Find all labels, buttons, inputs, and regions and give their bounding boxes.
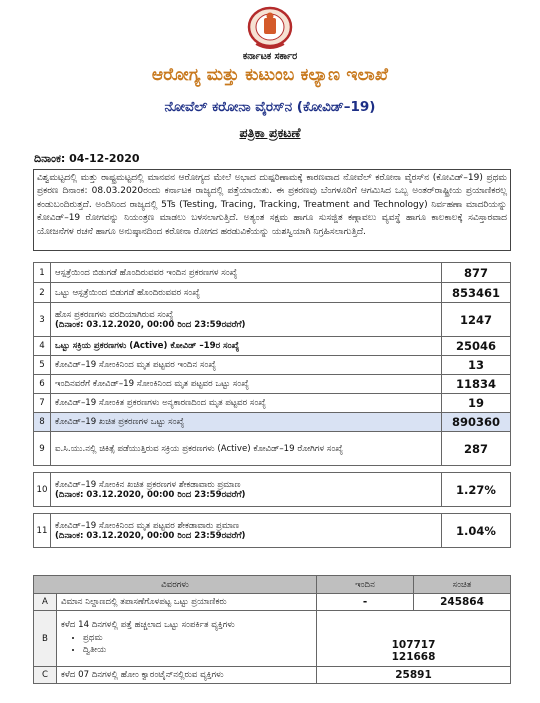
row-number: 8: [34, 413, 51, 432]
government-name: ಕರ್ನಾಟಕ ಸರ್ಕಾರ: [242, 51, 298, 62]
table-row: [34, 356, 511, 375]
row-number: 4: [34, 337, 51, 356]
table-spacer: [34, 507, 511, 514]
row-sublabel: (ದಿನಾಂಕ: 03.12.2020, 00:00 ರಿಂದ 23:59ರವರೆಗೆ): [55, 530, 246, 541]
row-number: 11: [34, 514, 51, 548]
row-value: 890360: [442, 413, 511, 432]
spacer-cell: [34, 466, 511, 473]
intro-text: ವಿಶ್ವಮಟ್ಟದಲ್ಲಿ ಮತ್ತು ರಾಷ್ಟ್ರಮಟ್ಟದಲ್ಲಿ ಮಾನವನ ಆರೋಗ್ಯದ ಮೇಲೆ ಅಭಾದ ದುಷ್ಪರಿಣಾಮಕ್ಕೆ ಕಾರಣವಾದ ನೋವೆಲ್ ಕರೋನಾ ವೈರಸ್‌ನ (ಕೋವಿಡ್–19) ಪ್ರಥಮ ಪ್ರಕರಣ ದಿನಾಂಕ: 08.03.2020ರಂದು ಕರ್ನಾಟಕ ರಾಜ್ಯದಲ್ಲಿ ಪತ್ತೆಯಾಯಿತು. ಈ ಪ್ರಕರಣವು ಬೆಂಗಳೂರಿಗೆ ಆಗಮಿಸಿದ ಒಬ್ಬ ಅಂತರ್‌ರಾಷ್ಟ್ರೀಯ ಪ್ರಯಾಣಿಕರಲ್ಲ ಕಂಡುಬಂದಿರುತ್ತದೆ. ಅಂದಿನಿಂದ ರಾಜ್ಯದಲ್ಲಿ 5Ts (Testing, Tracing, Tracking, Treatment and Technology) ನಿರ್ವಹಣಾ ಮಾದರಿಯನ್ನು ಕೋವಿಡ್–19 ರೋಗವನ್ನು ನಿಯಂತ್ರಣ ಮಾಡಲು ಬಳಸಲಾಗುತ್ತಿದೆ. ಅತ್ಯಂತ ಸಕ್ಷಮ ಹಾಗೂ ಸುಸಜ್ಜಿತ ಕಣ್ಗಾವಲು ವ್ಯವಸ್ಥೆ ಹಾಗೂ ಕಾಲಕಾಲಕ್ಕೆ ಸವಿಸ್ತಾರವಾದ ಯೋಜನೆಗಳ ರಚನೆ ಹಾಗೂ ಅನುಷ್ಠಾನದಿಂದ ಕರೋನಾ ರೋಗದ ಹರಡುವಿಕೆಯನ್ನು ಯಶಸ್ವಿಯಾಗಿ ನಿಗ್ರಹಿಸಲಾಗುತ್ತಿದೆ.: [37, 173, 507, 237]
row-value: 19: [442, 394, 511, 413]
row-value: 1.27%: [442, 473, 511, 507]
row-sublabel: (ದಿನಾಂಕ: 03.12.2020, 00:00 ರಿಂದ 23:59ರವರೆಗೆ): [55, 319, 246, 330]
table-row: [34, 337, 511, 356]
header-today: ಇಂದಿನ: [317, 576, 414, 594]
table-row: [34, 303, 511, 337]
table-row: [34, 514, 511, 548]
row-value: 11834: [442, 375, 511, 394]
contact-list: [83, 633, 312, 655]
row-value: 13: [442, 356, 511, 375]
details-header-row: [34, 576, 511, 594]
release-date: ದಿನಾಂಕ: 04-12-2020: [34, 152, 140, 165]
row-number: 6: [34, 375, 51, 394]
table-row: [34, 473, 511, 507]
covid-title: ನೋವೆಲ್ ಕರೋನಾ ವೈರಸ್‌ನ (ಕೋವಿಡ್–19): [164, 99, 376, 115]
table-row: [34, 432, 511, 466]
table-row: [34, 375, 511, 394]
row-label-cell: [51, 473, 442, 507]
row-label: ಕೋವಿಡ್–19 ಸೋಂಕಿನ ಖಚಿತ ಪ್ರಕರಣಗಳ ಶೇಕಡಾವಾರು ಪ್ರಮಾಣ: [55, 479, 241, 490]
intro-paragraph: [33, 169, 511, 251]
karnataka-emblem-icon: [246, 6, 294, 50]
row-label: ಹೊಸ ಪ್ರಕರಣಗಳು ವರದಿಯಾಗಿರುವ ಸಂಖ್ಯೆ: [55, 309, 174, 320]
table-row: [34, 413, 511, 432]
row-label: ಕೋವಿಡ್–19 ಸೋಂಕಿನಿಂದ ಮೃತ ಪಟ್ಟವರ ಶೇಕಡಾವಾರು ಪ್ರಮಾಣ: [55, 520, 240, 531]
row-label-cell: [51, 303, 442, 337]
row-number: 10: [34, 473, 51, 507]
row-label: ವಿಮಾನ ನಿಲ್ದಾಣದಲ್ಲಿ ತಪಾಸಣೆಗೊಳಪಟ್ಟ ಒಟ್ಟು ಪ್ರಯಾಣಿಕರು: [57, 594, 317, 611]
row-number: 5: [34, 356, 51, 375]
details-table: [33, 575, 511, 684]
header-details: ವಿವರಗಳು: [34, 576, 317, 594]
row-label: ಇಂದಿನವರೆಗೆ ಕೋವಿಡ್–19 ಸೋಂಕಿನಿಂದ ಮೃತ ಪಟ್ಟವರ ಒಟ್ಟು ಸಂಖ್ಯೆ: [51, 375, 442, 394]
row-number: 9: [34, 432, 51, 466]
row-number: 2: [34, 283, 51, 303]
row-label: ಕೋವಿಡ್–19 ಖಚಿತ ಪ್ರಕರಣಗಳ ಒಟ್ಟು ಸಂಖ್ಯೆ: [51, 413, 442, 432]
row-label: ಕಳೆದ 14 ದಿನಗಳಲ್ಲಿ ಪತ್ತೆ ಹಚ್ಚಲಾದ ಒಟ್ಟು ಸಂಪರ್ಕಿತ ವ್ಯಕ್ತಿಗಳು: [61, 620, 235, 630]
row-value: 287: [442, 432, 511, 466]
row-label: ಕೋವಿಡ್–19 ಸೋಂಕಿನಿಂದ ಮೃತ ಪಟ್ಟವರ ಇಂದಿನ ಸಂಖ್ಯೆ: [51, 356, 442, 375]
row-letter: C: [34, 667, 57, 684]
row-label-cell: [51, 514, 442, 548]
row-number: 7: [34, 394, 51, 413]
table-row: [34, 611, 511, 667]
row-letter: B: [34, 611, 57, 667]
row-value: 25046: [442, 337, 511, 356]
table-row: [34, 263, 511, 283]
row-sublabel: (ದಿನಾಂಕ: 03.12.2020, 00:00 ರಿಂದ 23:59ರವರೆಗೆ): [55, 489, 246, 500]
header-cumulative: ಸಂಚಿತ: [414, 576, 511, 594]
list-item: • ದ್ವಿತೀಯ: [83, 645, 312, 655]
press-release-heading: ಪತ್ರಿಕಾ ಪ್ರಕಟಣೆ: [239, 125, 301, 140]
list-item: • ಪ್ರಥಮ: [83, 633, 312, 643]
row-label: ಒಟ್ಟು ಆಸ್ಪತ್ರೆಯಿಂದ ಬಿಡುಗಡೆ ಹೊಂದಿರುವವರ ಸಂಖ್ಯೆ: [51, 283, 442, 303]
row-number: 1: [34, 263, 51, 283]
row-value: 1.04%: [442, 514, 511, 548]
row-today: -: [317, 594, 414, 611]
spacer-cell: [34, 507, 511, 514]
row-value: 877: [442, 263, 511, 283]
table-row: [34, 594, 511, 611]
primary-value: 107717: [391, 639, 436, 651]
row-label: ಆಸ್ಪತ್ರೆಯಿಂದ ಬಿಡುಗಡೆ ಹೊಂದಿರುವವರ ಇಂದಿನ ಪ್ರಕರಣಗಳ ಸಂಖ್ಯೆ: [51, 263, 442, 283]
row-value: 25891: [317, 667, 511, 684]
table-spacer: [34, 466, 511, 473]
row-label: ಕಳೆದ 07 ದಿನಗಳಲ್ಲಿ ಹೋಂ ಕ್ವಾರಂಟೈನ್‌ನಲ್ಲಿರುವ ವ್ಯಕ್ತಿಗಳು: [57, 667, 317, 684]
row-cumulative: 245864: [414, 594, 511, 611]
row-number: 3: [34, 303, 51, 337]
table-row: [34, 283, 511, 303]
row-value: 853461: [442, 283, 511, 303]
row-value: 1247: [442, 303, 511, 337]
row-letter: A: [34, 594, 57, 611]
table-row: [34, 667, 511, 684]
row-label: ಐ.ಸಿ.ಯು.ನಲ್ಲಿ ಚಿಕಿತ್ಸೆ ಪಡೆಯುತ್ತಿರುವ ಸಕ್ರಿಯ ಪ್ರಕರಣಗಳು (Active) ಕೋವಿಡ್–19 ರೋಗಿಗಳ ಸಂಖ್ಯೆ: [51, 432, 442, 466]
stats-table: [33, 262, 511, 548]
table-row: [34, 394, 511, 413]
secondary-value: 121668: [391, 651, 436, 663]
contact-values-cell: [317, 611, 511, 667]
row-label-cell: [57, 611, 317, 667]
row-label: ಕೋವಿಡ್–19 ಸೋಂಕಿತ ಪ್ರಕರಣಗಳು ಅನ್ಯಕಾರಣದಿಂದ ಮೃತ ಪಟ್ಟವರ ಸಂಖ್ಯೆ: [51, 394, 442, 413]
department-name: ಆರೋಗ್ಯ ಮತ್ತು ಕುಟುಂಬ ಕಲ್ಯಾಣ ಇಲಾಖೆ: [151, 65, 389, 85]
row-label: ಒಟ್ಟು ಸಕ್ರಿಯ ಪ್ರಕರಣಗಳು (Active) ಕೋವಿಡ್ –19ರ ಸಂಖ್ಯೆ: [51, 337, 442, 356]
